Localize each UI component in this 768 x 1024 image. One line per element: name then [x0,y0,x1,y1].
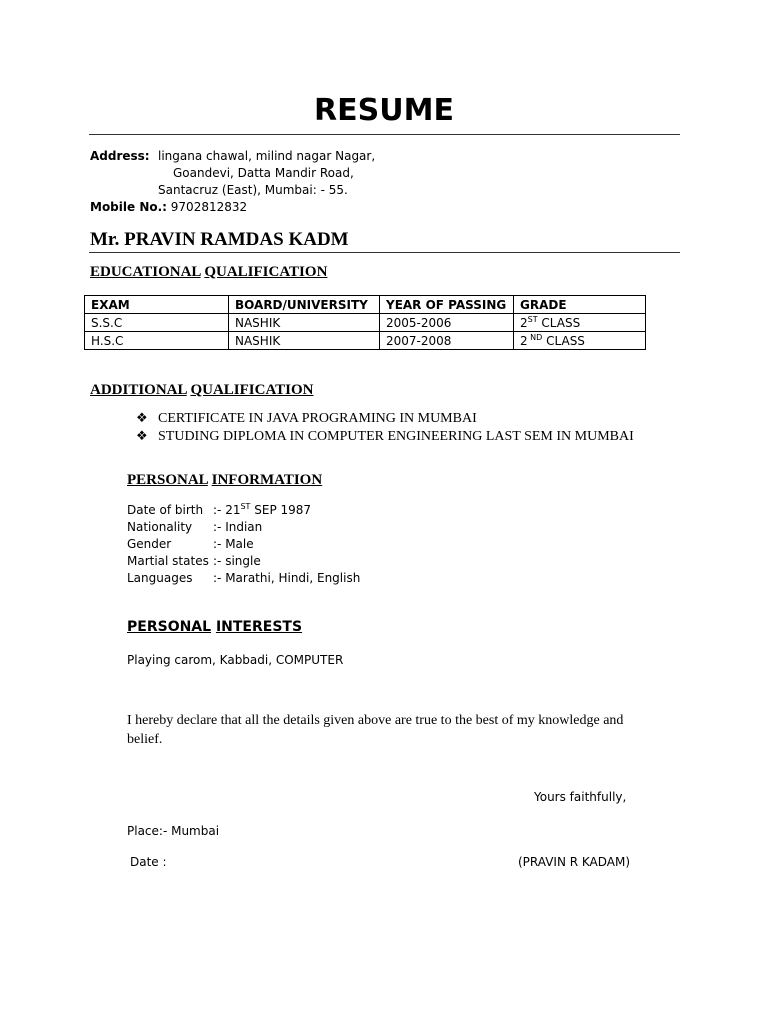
mobile-line [90,199,247,216]
declaration-text: I hereby declare that all the details given above are true to the best of my knowledge and belief. [127,713,624,747]
candidate-name: Mr. PRAVIN RAMDAS KADM [90,229,349,250]
mobile-label: Mobile No.: [90,200,167,214]
languages-row: Languages :- Marathi, Hindi, English [127,571,361,585]
address-line: Goandevi, Datta Mandir Road, [173,166,354,180]
title-divider [89,134,680,135]
table-row [85,314,646,332]
column-header: BOARD/UNIVERSITY [229,296,380,314]
gender-row: Gender :- Male [127,537,254,551]
grade-cell: 2ST CLASS [514,314,646,332]
place-line: Place:- Mumbai [127,824,220,838]
education-heading: EDUCATIONAL QUALIFICATION [90,264,328,280]
address-block [158,148,375,199]
exam-cell: S.S.C [85,314,229,332]
address-label: Address: [90,149,150,163]
address-line: Santacruz (East), Mumbai: - 55. [158,183,348,197]
mobile-value: 9702812832 [166,200,248,214]
column-header: GRADE [514,296,646,314]
diamond-bullet-icon: ❖ [136,410,148,425]
year-cell: 2007-2008 [380,332,514,350]
list-item: ❖ CERTIFICATE IN JAVA PROGRAMING IN MUMBAI [136,410,477,426]
interests-text: Playing carom, Kabbadi, COMPUTER [127,653,344,667]
year-cell: 2005-2006 [380,314,514,332]
column-header: EXAM [85,296,229,314]
name-divider [89,252,680,253]
address-line: lingana chawal, milind nagar Nagar, [158,149,376,163]
resume-title: RESUME [314,93,454,128]
marital-status-row: Martial states :- single [127,554,261,568]
date-line: Date : [130,855,167,869]
diamond-bullet-icon: ❖ [136,428,148,443]
list-item: ❖ STUDING DIPLOMA IN COMPUTER ENGINEERING LAST SEM IN MUMBAI [136,428,634,444]
nationality-row: Nationality :- Indian [127,520,263,534]
dob-row: Date of birth :- 21ST SEP 1987 [127,502,312,517]
education-table [84,295,646,350]
signature-name: (PRAVIN R KADAM) [518,855,631,869]
table-row [85,332,646,350]
yours-faithfully: Yours faithfully, [534,790,627,804]
personal-info-heading: PERSONAL INFORMATION [127,472,323,488]
exam-cell: H.S.C [85,332,229,350]
board-cell: NASHIK [229,332,380,350]
grade-cell: 2 $^{ND}$ CLASS [514,332,646,350]
interests-heading: PERSONAL INTERESTS [127,619,303,635]
table-header-row [85,296,646,314]
additional-heading: ADDITIONAL QUALIFICATION [90,382,314,398]
board-cell: NASHIK [229,314,380,332]
column-header: YEAR OF PASSING [380,296,514,314]
